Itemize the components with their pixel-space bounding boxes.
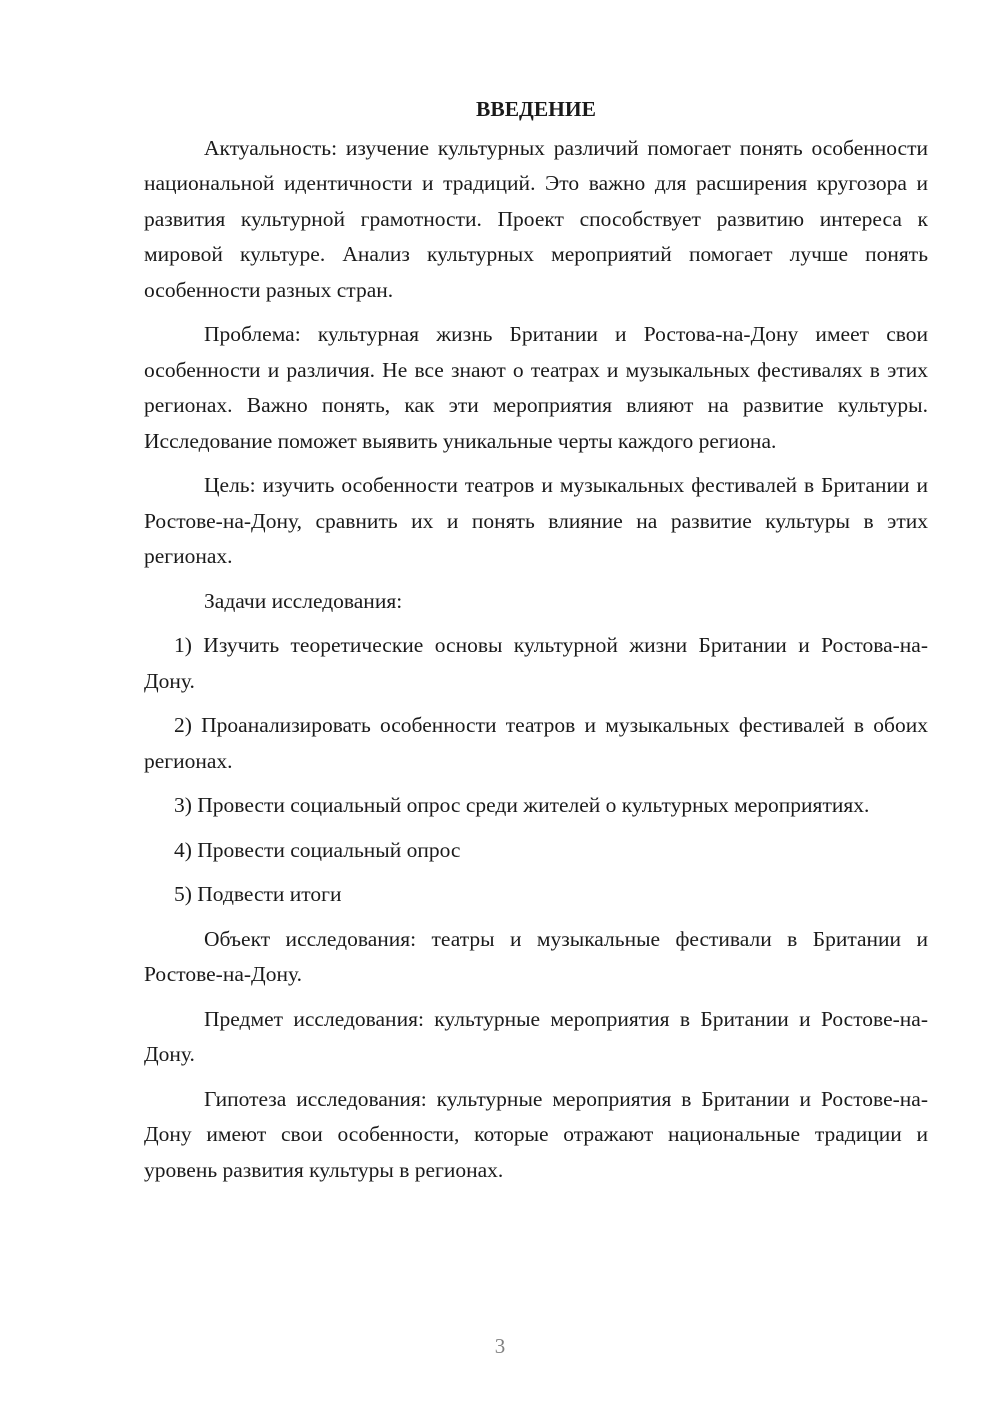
problem-paragraph: Проблема: культурная жизнь Британии и Ростова-на-Дону имеет свои особенности и различия. Не все знают о театрах и музыкальных фестивалях в этих регионах. Важно понять, как эти мероприятия влияют на развитие культуры. Исследование поможет выявить уникальные черты каждого региона. — [144, 322, 928, 453]
task-item: 1) Изучить теоретические основы культурной жизни Британии и Ростова-на-Дону. — [144, 633, 928, 693]
subject-paragraph: Предмет исследования: культурные мероприятия в Британии и Ростове-на-Дону. — [144, 1006, 928, 1066]
relevance-paragraph: Актуальность: изучение культурных различий помогает понять особенности национальной идентичности и традиций. Это важно для расширения кругозора и развития культурной грамотности. Проект способствует развитию интереса к мировой культуре. Анализ культурных мероприятий помогает лучше понять особенности разных стран. — [144, 135, 928, 302]
section-title: ВВЕДЕНИЕ — [476, 97, 596, 121]
goal-paragraph: Цель: изучить особенности театров и музыкальных фестивалей в Британии и Ростове-на-Дону, сравнить их и понять влияние на развитие культуры в этих регионах. — [144, 473, 928, 568]
document-page — [144, 92, 928, 1197]
object-paragraph: Объект исследования: театры и музыкальные фестивали в Британии и Ростове-на-Дону. — [144, 926, 928, 986]
task-item: 4) Провести социальный опрос — [174, 837, 461, 862]
task-item: 2) Проанализировать особенности театров и музыкальных фестивалей в обоих регионах. — [144, 713, 928, 773]
task-item: 3) Провести социальный опрос среди жителей о культурных мероприятиях. — [174, 793, 870, 817]
task-item: 5) Подвести итоги — [174, 882, 342, 906]
tasks-heading: Задачи исследования: — [204, 588, 403, 613]
page-number: 3 — [494, 1334, 506, 1358]
hypothesis-paragraph: Гипотеза исследования: культурные мероприятия в Британии и Ростове-на-Дону имеют свои особенности, которые отражают национальные традиции и уровень развития культуры в регионах. — [144, 1086, 928, 1182]
